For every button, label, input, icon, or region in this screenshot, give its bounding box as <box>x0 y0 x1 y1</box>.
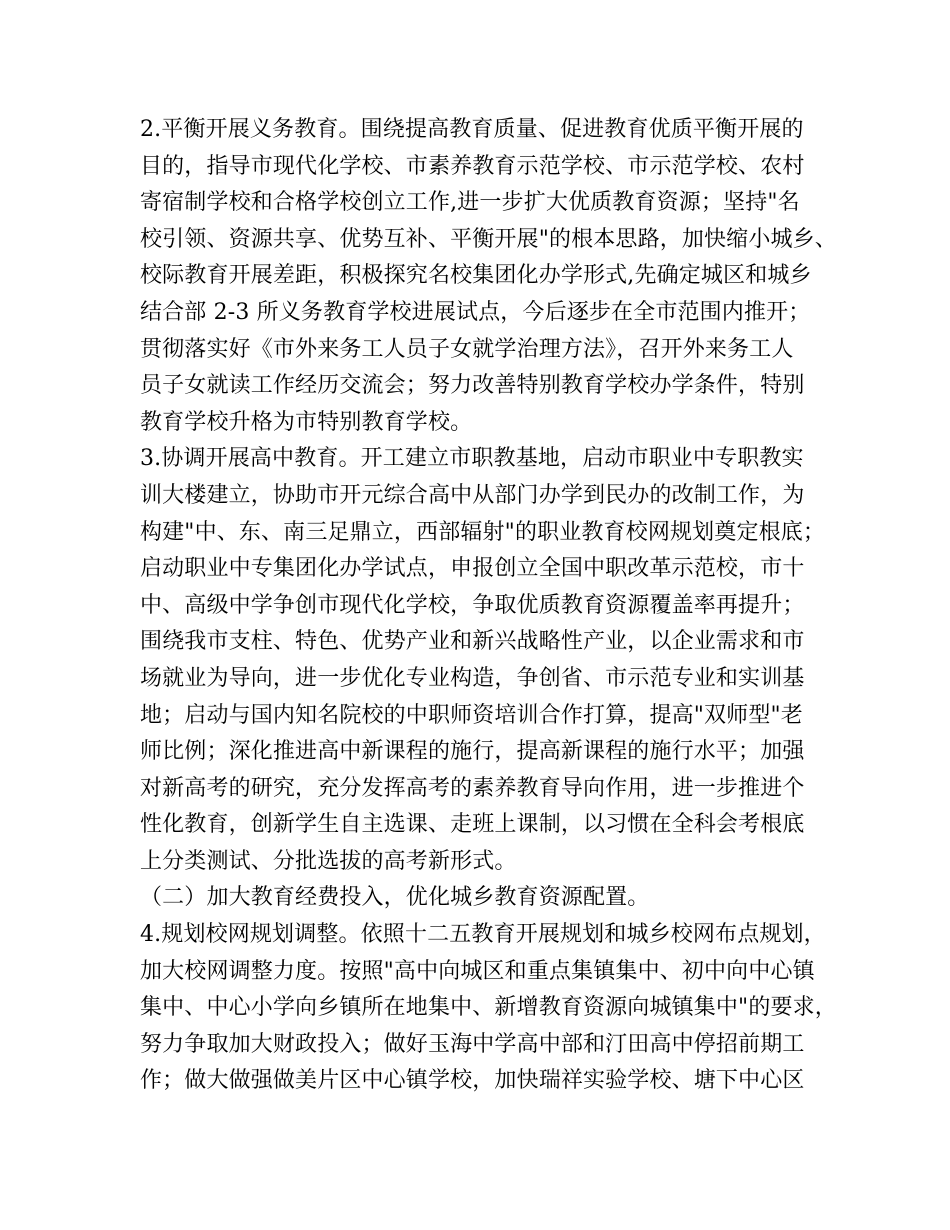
text-line: 寄宿制学校和合格学校创立工作,进一步扩大优质教育资源；坚持"名 <box>140 190 800 216</box>
text-line: 员子女就读工作经历交流会；努力改善特别教育学校办学条件，特别 <box>140 373 805 399</box>
text-line: 上分类测试、分批选拔的高考新形式。 <box>140 848 517 874</box>
text-line: 师比例；深化推进高中新课程的施行，提高新课程的施行水平；加强 <box>140 739 805 765</box>
text-line: 贯彻落实好《市外来务工人员子女就学治理方法》，召开外来务工人 <box>140 336 794 362</box>
text-line: 努力争取加大财政投入；做好玉海中学高中部和汀田高中停招前期工 <box>140 1031 805 1057</box>
text-line: 目的，指导市现代化学校、市素养教育示范学校、市示范学校、农村 <box>140 153 805 179</box>
text-line: 3.协调开展高中教育。开工建立市职教基地，启动市职业中专职教实 <box>140 446 804 472</box>
text-line: 性化教育，创新学生自主选课、走班上课制，以习惯在全科会考根底 <box>140 812 805 838</box>
text-line: 加大校网调整力度。按照"高中向城区和重点集镇集中、初中向中心镇 <box>140 958 815 984</box>
text-line: 围绕我市支柱、特色、优势产业和新兴战略性产业，以企业需求和市 <box>140 629 805 655</box>
text-line: 校际教育开展差距，积极探究名校集团化办学形式,先确定城区和城乡 <box>140 263 812 289</box>
text-line: 教育学校升格为市特别教育学校。 <box>140 409 473 435</box>
text-line: 集中、中心小学向乡镇所在地集中、新增教育资源向城镇集中"的要求， <box>140 995 837 1021</box>
text-line: 2.平衡开展义务教育。围绕提高教育质量、促进教育优质平衡开展的 <box>140 117 804 142</box>
text-line: 构建"中、东、南三足鼎立，西部辐射"的职业教育校网规划奠定根底； <box>140 519 826 545</box>
text-line: 结合部 2-3 所义务教育学校进展试点，今后逐步在全市范围内推开； <box>140 299 811 325</box>
text-line: 对新高考的研究，充分发挥高考的素养教育导向作用，进一步推进个 <box>140 775 805 801</box>
text-line: 4.规划校网规划调整。依照十二五教育开展规划和城乡校网布点规划， <box>140 922 826 948</box>
text-line: 启动职业中专集团化办学试点，申报创立全国中职改革示范校，市十 <box>140 556 805 582</box>
text-line: 校引领、资源共享、优势互补、平衡开展"的根本思路，加快缩小城乡、 <box>140 226 837 252</box>
text-line: （二）加大教育经费投入，优化城乡教育资源配置。 <box>140 885 650 911</box>
body-text <box>140 112 840 1100</box>
text-line: 作；做大做强做美片区中心镇学校，加快瑞祥实验学校、塘下中心区 <box>140 1068 805 1094</box>
text-line: 训大楼建立，协助市开元综合高中从部门办学到民办的改制工作，为 <box>140 482 805 508</box>
text-line: 地；启动与国内知名院校的中职师资培训合作打算，提高"双师型"老 <box>140 702 803 728</box>
text-line: 场就业为导向，进一步优化专业构造，争创省、市示范专业和实训基 <box>140 665 805 691</box>
text-line: 中、高级中学争创市现代化学校，争取优质教育资源覆盖率再提升； <box>140 592 805 618</box>
